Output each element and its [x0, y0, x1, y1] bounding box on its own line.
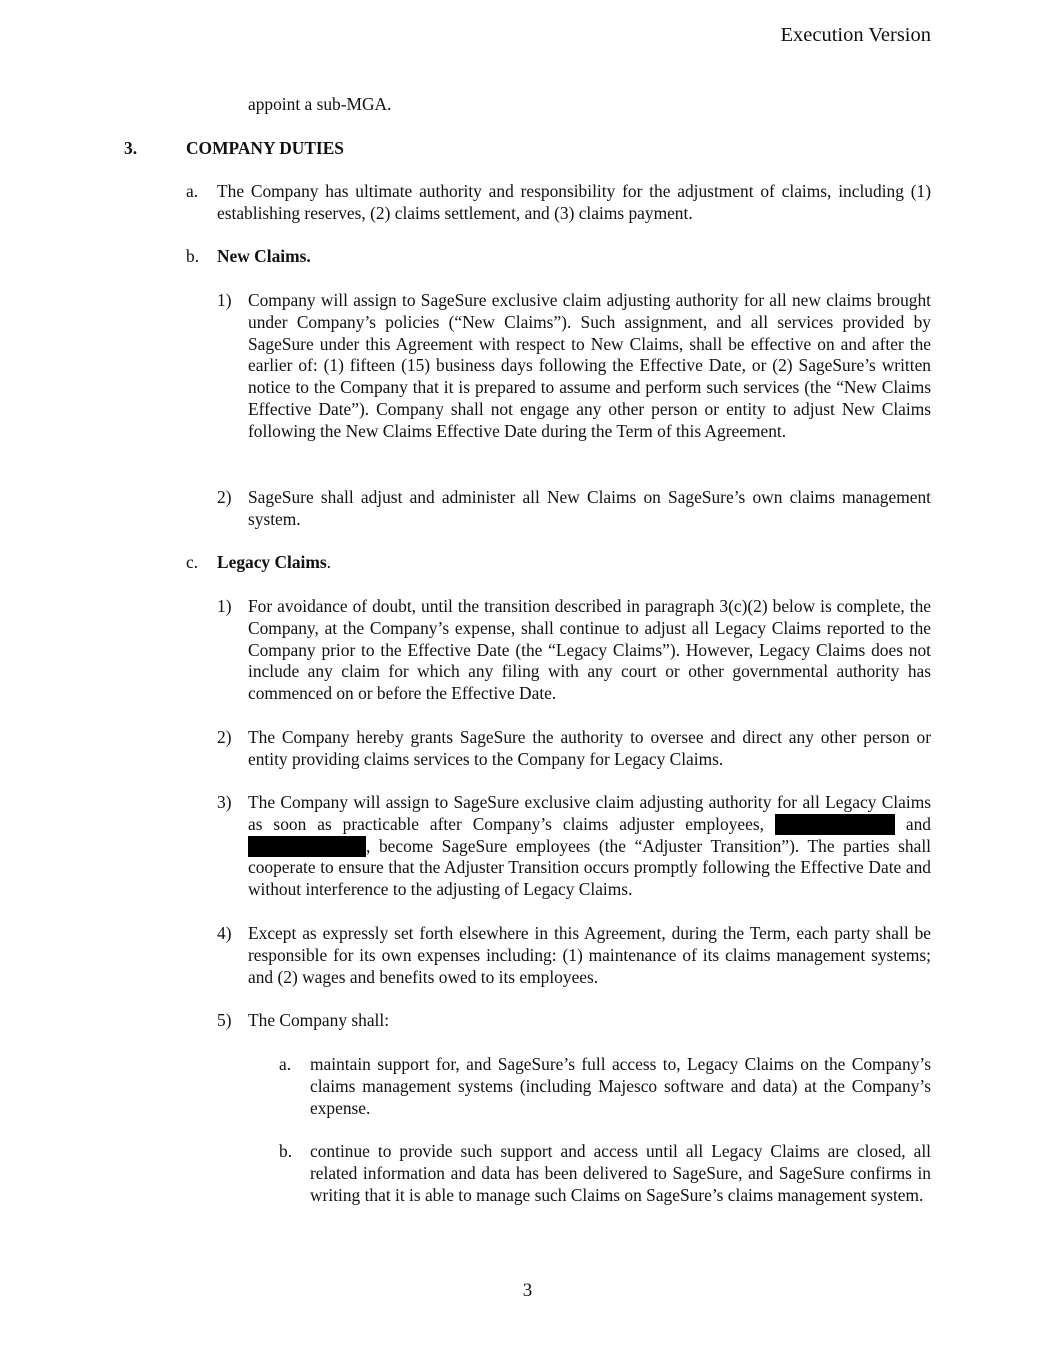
- item-b1-text: Company will assign to SageSure exclusive claim adjusting authority for all new claims brought under Company’s policies (“New Claims”). Such assignment, and all services provided by SageSure under this Agreement with respect to New Claims, shall be effective on and after the earlier of: (1) fifteen (15) business days following the Effective Date, or (2) SageSure’s written notice to the Company that it is prepared to assume and perform such services (the “New Claims Effective Date”). Company shall not engage any other person or entity to adjust New Claims following the New Claims Effective Date during the Term of this Agreement.: [248, 290, 931, 441]
- item-b2-text: SageSure shall adjust and administer all New Claims on SageSure’s own claims management system.: [248, 487, 931, 529]
- section-number: 3.: [124, 138, 138, 158]
- intro-fragment: appoint a sub-MGA.: [248, 94, 392, 114]
- item-a-label: a.: [186, 181, 199, 201]
- item-c-title: Legacy Claims: [217, 552, 327, 572]
- item-c4-text: Except as expressly set forth elsewhere in this Agreement, during the Term, each party shall be responsible for its own expenses including: (1) maintenance of its claims management systems; and (2) wages and benefits owed to its employees.: [248, 923, 931, 987]
- item-c3-text-part2: and: [905, 813, 931, 834]
- item-c5-text: The Company shall:: [248, 1010, 390, 1030]
- item-c2-text: The Company hereby grants SageSure the authority to oversee and direct any other person or entity providing claims services to the Company for Legacy Claims.: [248, 727, 931, 769]
- document-version-label: Execution Version: [780, 24, 931, 46]
- item-b1-label: 1): [217, 290, 232, 310]
- item-c1-text: For avoidance of doubt, until the transition described in paragraph 3(c)(2) below is complete, the Company, at the Company’s expense, shall continue to adjust all Legacy Claims reported to the Company prior to the Effective Date (the “Legacy Claims”). However, Legacy Claims does not include any claim for which any filing with any court or other governmental authority has commenced on or before the Effective Date.: [248, 596, 931, 704]
- item-c3-text-part1: The Company will assign to SageSure exclusive claim adjusting authority for all Legacy Claims as soon as practicable after Company’s claims adjuster employees,: [248, 792, 931, 834]
- item-c-label: c.: [186, 552, 199, 572]
- item-c4-label: 4): [217, 923, 232, 943]
- redaction-bar: [775, 814, 895, 835]
- item-c5b-text: continue to provide such support and access until all Legacy Claims are closed, all related information and data has been delivered to SageSure, and SageSure confirms in writing that it is able to manage such Claims on SageSure’s claims management system.: [310, 1141, 931, 1205]
- item-c2-label: 2): [217, 727, 232, 747]
- item-c-heading: [217, 552, 331, 574]
- item-c5b-label: b.: [279, 1141, 293, 1161]
- page-number: 3: [522, 1280, 533, 1301]
- item-c3-text-part3: , become SageSure employees (the “Adjuster Transition”). The parties shall cooperate to ensure that the Adjuster Transition occurs promptly following the Effective Date and without interference to the adjusting of Legacy Claims.: [248, 835, 931, 900]
- item-c5a-label: a.: [279, 1054, 292, 1074]
- item-c5-label: 5): [217, 1010, 232, 1030]
- item-c5a-text: maintain support for, and SageSure’s full access to, Legacy Claims on the Company’s claims management systems (including Majesco software and data) at the Company’s expense.: [310, 1054, 931, 1118]
- item-c1-label: 1): [217, 596, 232, 616]
- section-title: COMPANY DUTIES: [186, 138, 344, 158]
- item-c3-text: [248, 792, 931, 901]
- item-c3-label: 3): [217, 792, 232, 812]
- item-b-label: b.: [186, 246, 200, 266]
- item-a-text: The Company has ultimate authority and responsibility for the adjustment of claims, including (1) establishing reserves, (2) claims settlement, and (3) claims payment.: [217, 181, 931, 223]
- redaction-bar: [248, 836, 366, 857]
- item-b-title: New Claims.: [217, 246, 311, 266]
- item-c-title-period: .: [326, 552, 332, 572]
- item-b2-label: 2): [217, 487, 232, 507]
